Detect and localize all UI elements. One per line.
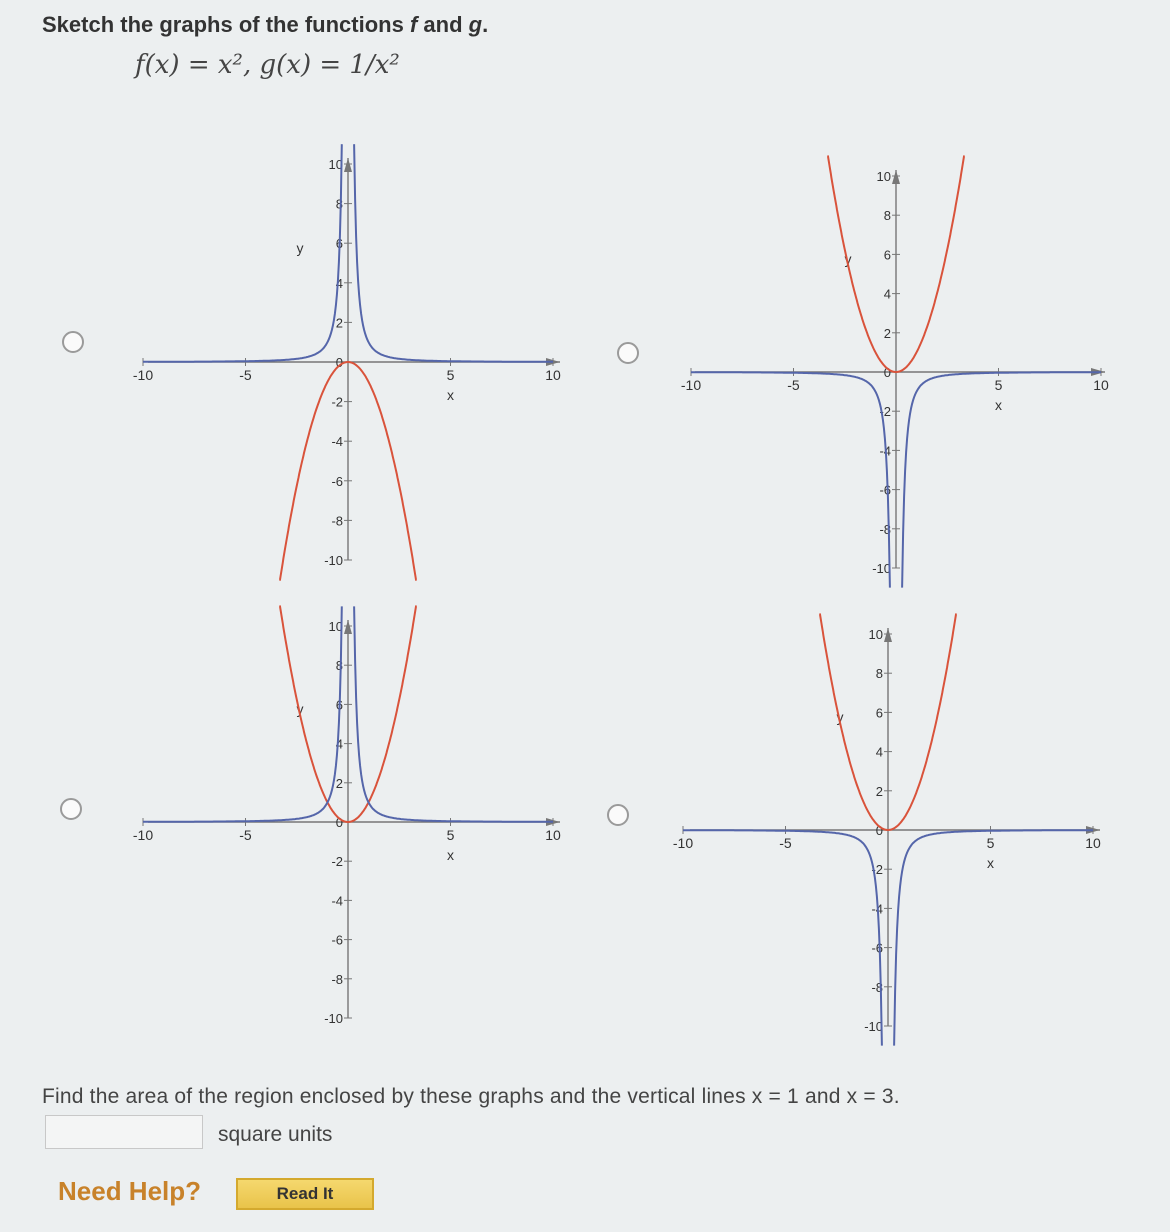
x-tick-label: -5 <box>239 827 252 843</box>
y-tick-label: -6 <box>331 473 343 489</box>
y-tick-label: 8 <box>335 196 343 212</box>
function-g-name: g <box>468 12 483 37</box>
y-tick-label: 2 <box>335 315 343 331</box>
function-formula: f(x) = x², g(x) = 1/x² <box>135 50 400 80</box>
y-tick-label: -4 <box>331 434 343 450</box>
y-tick-label: -2 <box>879 404 891 420</box>
y-axis-arrow <box>884 628 892 642</box>
question-and: and <box>423 12 463 37</box>
y-tick-label: 6 <box>335 236 343 252</box>
y-tick-label: 8 <box>335 658 343 674</box>
x-tick-label: -5 <box>779 835 792 851</box>
y-tick-label: 10 <box>868 627 883 642</box>
y-tick-label: -10 <box>324 1011 343 1026</box>
series-2-curve <box>143 606 342 821</box>
y-tick-label: -4 <box>331 893 343 909</box>
x-tick-label: -10 <box>680 377 702 393</box>
y-tick-label: -4 <box>871 901 883 917</box>
y-tick-label: 8 <box>875 666 883 682</box>
y-tick-label: 4 <box>335 275 343 291</box>
x-tick-label: -10 <box>672 835 694 851</box>
option-4-radio[interactable] <box>607 804 629 826</box>
x-tick-label: -5 <box>239 367 252 383</box>
y-tick-label: 0 <box>335 355 343 370</box>
need-help-label: Need Help? <box>58 1176 202 1206</box>
question-text <box>42 12 488 38</box>
x-axis-label: x <box>447 847 454 863</box>
question-prefix: Sketch the graphs of the functions <box>42 12 404 37</box>
x-tick-label: -10 <box>132 827 154 843</box>
x-tick-label: 5 <box>446 367 455 383</box>
y-tick-label: 4 <box>335 736 343 752</box>
y-tick-label: -8 <box>331 513 343 529</box>
x-tick-label: 10 <box>1085 835 1101 851</box>
y-tick-label: 10 <box>876 169 891 184</box>
y-tick-label: -6 <box>879 482 891 498</box>
y-tick-label: -6 <box>331 932 343 948</box>
y-axis-label: y <box>836 709 844 726</box>
answer-input[interactable] <box>45 1115 203 1149</box>
x-tick-label: 5 <box>446 827 455 843</box>
y-tick-label: -2 <box>331 394 343 410</box>
x-tick-label: 10 <box>545 367 561 383</box>
y-tick-label: 0 <box>875 823 883 838</box>
y-tick-label: 2 <box>335 775 343 791</box>
series-2-curve <box>691 372 890 587</box>
y-tick-label: -10 <box>864 1019 883 1034</box>
y-tick-label: -2 <box>331 854 343 870</box>
y-tick-label: 10 <box>328 157 343 172</box>
y-axis-label: y <box>296 240 304 257</box>
y-tick-label: -8 <box>331 971 343 987</box>
y-tick-label: 0 <box>335 815 343 830</box>
y-axis-label: y <box>296 701 304 718</box>
y-tick-label: 8 <box>883 208 891 224</box>
y-tick-label: -6 <box>871 940 883 956</box>
y-axis-label: y <box>844 251 852 268</box>
area-question: Find the area of the region enclosed by these graphs and the vertical lines x = 1 and x = 3. <box>42 1085 900 1108</box>
x-tick-label: 5 <box>994 377 1003 393</box>
function-f-name: f <box>409 12 418 37</box>
x-axis-label: x <box>995 397 1002 413</box>
y-tick-label: 4 <box>875 744 883 760</box>
y-tick-label: 2 <box>875 783 883 799</box>
y-tick-label: 6 <box>875 705 883 721</box>
x-tick-label: 5 <box>986 835 995 851</box>
y-axis-arrow <box>892 170 900 184</box>
y-tick-label: 4 <box>883 286 891 302</box>
read-it-button[interactable]: Read It <box>236 1178 374 1210</box>
option-2-radio[interactable] <box>617 342 639 364</box>
y-tick-label: 10 <box>328 619 343 634</box>
y-axis-arrow <box>344 158 352 172</box>
series-2-curve <box>354 144 553 362</box>
y-tick-label: -4 <box>879 443 891 459</box>
y-tick-label: -2 <box>871 862 883 878</box>
x-tick-label: 10 <box>545 827 561 843</box>
y-tick-label: -10 <box>872 561 891 576</box>
x-tick-label: 10 <box>1093 377 1109 393</box>
answer-units: square units <box>218 1123 333 1146</box>
y-tick-label: 2 <box>883 325 891 341</box>
y-tick-label: -10 <box>324 553 343 568</box>
y-tick-label: 6 <box>335 697 343 713</box>
y-tick-label: 0 <box>883 365 891 380</box>
y-axis-arrow <box>344 620 352 634</box>
question-end: . <box>482 12 489 37</box>
x-tick-label: -5 <box>787 377 800 393</box>
x-tick-label: -10 <box>132 367 154 383</box>
y-tick-label: -8 <box>871 979 883 995</box>
x-axis-label: x <box>447 387 454 403</box>
x-axis-label: x <box>987 855 994 871</box>
series-2-curve <box>683 830 882 1045</box>
y-tick-label: -8 <box>879 521 891 537</box>
series-2-curve <box>354 606 553 821</box>
series-2-curve <box>143 144 342 362</box>
option-3-radio[interactable] <box>60 798 82 820</box>
option-1-radio[interactable] <box>62 331 84 353</box>
y-tick-label: 6 <box>883 247 891 263</box>
